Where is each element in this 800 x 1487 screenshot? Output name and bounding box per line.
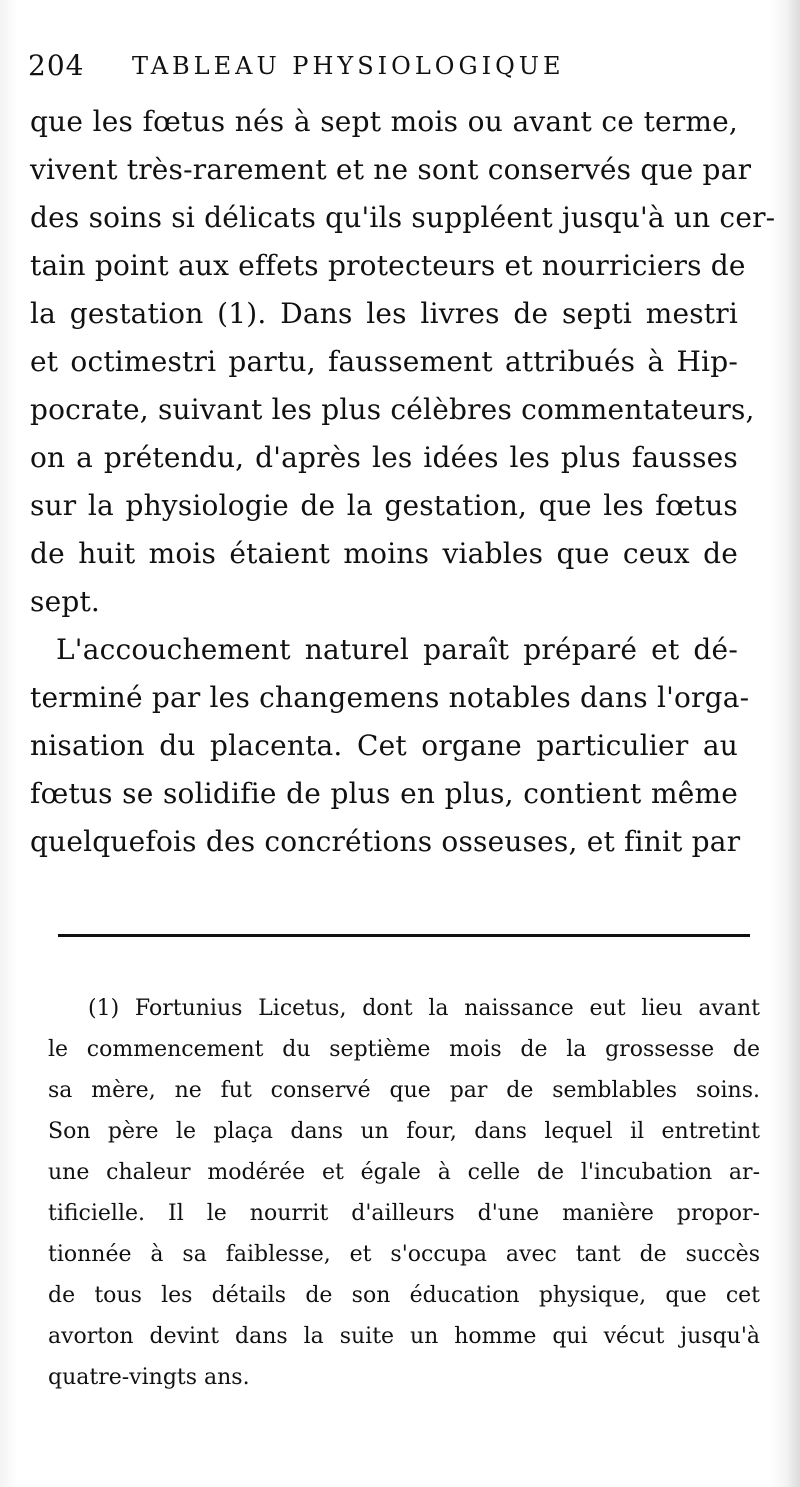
footnote-line: tificielle. Il le nourrit d'ailleurs d'une manière propor- bbox=[48, 1201, 760, 1226]
footnote bbox=[48, 988, 760, 1398]
text-line: et octimestri partu, faussement attribués à Hip- bbox=[30, 345, 738, 378]
footnote-line: Son père le plaça dans un four, dans lequel il entretint bbox=[48, 1119, 760, 1144]
footnote-separator bbox=[58, 934, 750, 937]
footnote-line: avorton devint dans la suite un homme qui vécut jusqu'à bbox=[48, 1324, 760, 1349]
text-line: fœtus se solidifie de plus en plus, contient même bbox=[30, 777, 738, 810]
text-line: sept. bbox=[30, 585, 101, 618]
page-number: 204 bbox=[28, 49, 85, 82]
text-line: nisation du placenta. Cet organe particulier au bbox=[30, 729, 738, 762]
main-text bbox=[30, 98, 776, 866]
text-line: des soins si délicats qu'ils suppléent jusqu'à un cer- bbox=[30, 201, 776, 234]
page-header bbox=[28, 48, 748, 88]
running-head: TABLEAU PHYSIOLOGIQUE bbox=[132, 52, 565, 80]
text-line: L'accouchement naturel paraît préparé et dé- bbox=[56, 633, 738, 666]
text-line: que les fœtus nés à sept mois ou avant ce terme, bbox=[30, 105, 738, 138]
footnote-line: quatre-vingts ans. bbox=[48, 1365, 250, 1390]
text-line: on a prétendu, d'après les idées les plus fausses bbox=[30, 441, 738, 474]
page-edge-shadow bbox=[786, 0, 800, 1487]
text-line: sur la physiologie de la gestation, que les fœtus bbox=[30, 489, 738, 522]
text-line: pocrate, suivant les plus célèbres commentateurs, bbox=[30, 393, 755, 426]
text-line: la gestation (1). Dans les livres de septi mestri bbox=[30, 297, 738, 330]
footnote-line: tionnée à sa faiblesse, et s'occupa avec tant de succès bbox=[48, 1242, 760, 1267]
text-line: vivent très-rarement et ne sont conservés que par bbox=[30, 153, 752, 186]
footnote-line: une chaleur modérée et égale à celle de l'incubation ar- bbox=[48, 1160, 760, 1185]
footnote-line: (1) Fortunius Licetus, dont la naissance eut lieu avant bbox=[88, 996, 760, 1021]
text-line: de huit mois étaient moins viables que ceux de bbox=[30, 537, 738, 570]
text-line: quelquefois des concrétions osseuses, et finit par bbox=[30, 825, 741, 858]
footnote-line: de tous les détails de son éducation physique, que cet bbox=[48, 1283, 760, 1308]
footnote-line: le commencement du septième mois de la grossesse de bbox=[48, 1037, 760, 1062]
text-line: terminé par les changemens notables dans l'orga- bbox=[30, 681, 750, 714]
text-line: tain point aux effets protecteurs et nourriciers de bbox=[30, 249, 746, 282]
footnote-line: sa mère, ne fut conservé que par de semblables soins. bbox=[48, 1078, 760, 1103]
